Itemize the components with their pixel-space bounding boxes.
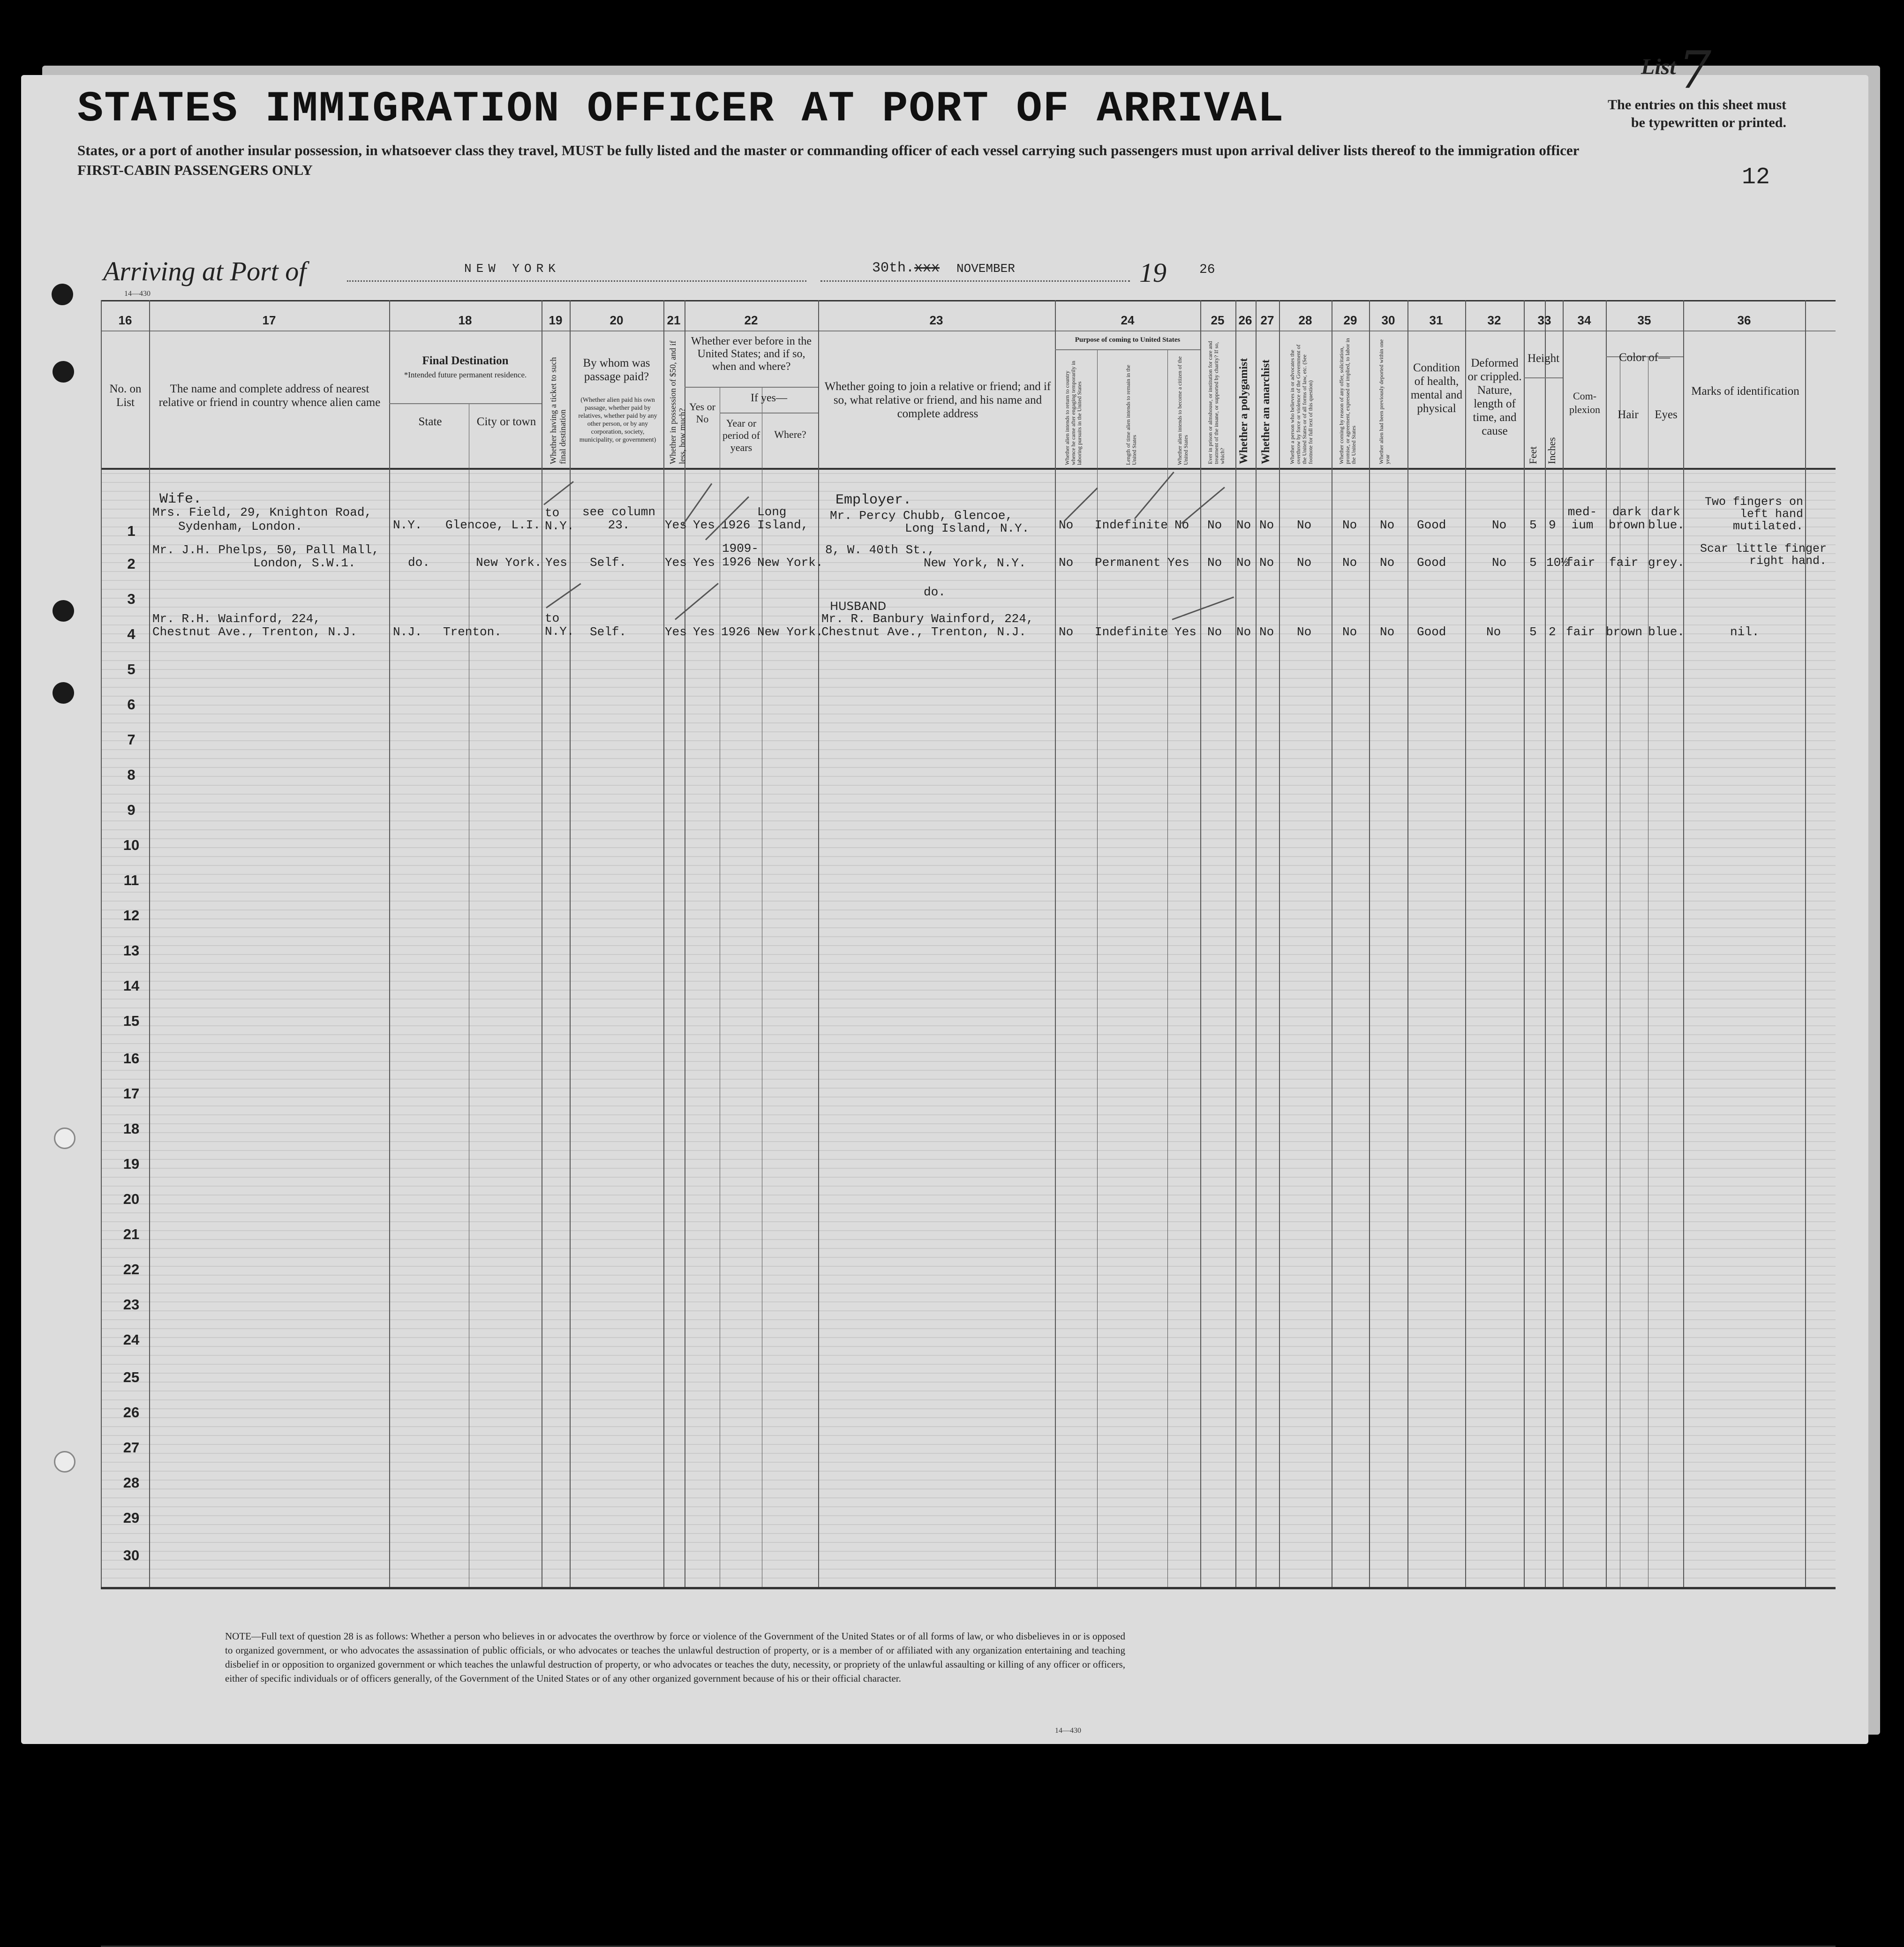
length-of-stay-value: Indefinite xyxy=(1095,518,1168,532)
prison-value: No xyxy=(1207,518,1222,532)
list-label: List xyxy=(1641,54,1676,79)
col-rule xyxy=(1545,300,1546,1587)
passage-paid-value: Self. xyxy=(590,625,627,639)
row-number: 15 xyxy=(123,1013,140,1029)
footer-form-code: 14—430 xyxy=(1055,1727,1081,1735)
fifty-dollars-value: Yes xyxy=(665,518,687,532)
ever-before-value: Yes xyxy=(693,518,715,532)
citizen-value: Yes xyxy=(1174,625,1197,639)
row-number: 6 xyxy=(127,696,135,713)
sub-rule xyxy=(1524,377,1563,378)
header-overthrow: Whether a person who believes in or advocates the overthrow by force or violence of the Government of the United States or of all forms of law, etc. (See footnote for full text of this question) xyxy=(1289,344,1314,464)
header-complexion: Com- plexion xyxy=(1569,390,1600,415)
column-number-21: 21 xyxy=(667,313,681,327)
column-number-16: 16 xyxy=(118,313,132,327)
arrival-port: NEW YORK xyxy=(464,262,560,276)
ever-before-value: Yes xyxy=(693,625,715,639)
destination-state: do. xyxy=(408,556,430,570)
return-intent-value: No xyxy=(1059,518,1074,532)
row-number: 23 xyxy=(123,1296,140,1313)
year-suffix: 26 xyxy=(1199,263,1215,277)
row-number: 20 xyxy=(123,1191,140,1207)
header-hair: Hair xyxy=(1618,408,1639,421)
col-rule xyxy=(389,300,390,1587)
inches-value: 2 xyxy=(1549,625,1556,639)
where-value: New York. xyxy=(757,625,823,639)
year-value: 1909- 1926 xyxy=(722,541,759,569)
col-rule xyxy=(1369,300,1370,1587)
relative-address-line-1: Mr. R.H. Wainford, 224, xyxy=(152,612,321,626)
row-number: 5 xyxy=(127,661,135,677)
deformed-value: No xyxy=(1492,556,1507,570)
col-rule xyxy=(1524,300,1525,1587)
header-if-yes: If yes— xyxy=(751,392,787,404)
header-height: Height xyxy=(1527,352,1560,365)
header-ticket: Whether having a ticket to such final destination xyxy=(549,357,567,464)
health-value: Good xyxy=(1417,625,1446,639)
header-prison: Ever in prison or almshouse, or institution for care and treatment of the insane, or supported by charity? If so, which? xyxy=(1207,341,1226,464)
col-rule xyxy=(1606,300,1607,1587)
citizen-value: No xyxy=(1174,518,1189,532)
marks-value: nil. xyxy=(1730,625,1760,639)
header-purpose: Purpose of coming to United States xyxy=(1075,336,1181,344)
overthrow-value: No xyxy=(1297,518,1312,532)
deported-value: No xyxy=(1380,625,1395,639)
column-number-32: 32 xyxy=(1487,313,1501,327)
complexion-value: fair xyxy=(1566,556,1595,570)
destination-city: Trenton. xyxy=(443,625,502,639)
fifty-dollars-value: Yes xyxy=(665,556,687,570)
header-polygamist: Whether a polygamist xyxy=(1238,358,1250,464)
col-rule xyxy=(1465,300,1466,1587)
column-number-17: 17 xyxy=(262,313,276,327)
arrival-month: NOVEMBER xyxy=(956,262,1015,276)
header-state: State xyxy=(418,415,442,428)
header-length-of-stay: Length of time alien intends to remain in the United States xyxy=(1125,365,1137,465)
row-number: 4 xyxy=(127,626,135,642)
header-where: Where? xyxy=(774,428,806,440)
polygamist-value: No xyxy=(1236,518,1251,532)
eyes-value: grey. xyxy=(1648,556,1685,570)
header-citizen-intent: Whether alien intends to become a citizen of the United States xyxy=(1176,356,1189,465)
header-fifty-dollars: Whether in possession of $50, and if less, how much? xyxy=(668,340,687,464)
column-number-30: 30 xyxy=(1381,313,1395,327)
passage-paid-value: Self. xyxy=(590,556,627,570)
column-number-31: 31 xyxy=(1429,313,1443,327)
header-return-intent: Whether alien intends to return to country whence he came after engaging temporarily in laboring pursuits in the United States xyxy=(1064,361,1083,465)
hair-value: dark brown xyxy=(1608,505,1645,532)
complexion-value: med- ium xyxy=(1567,505,1597,532)
header-eyes: Eyes xyxy=(1655,408,1678,421)
header-anarchist: Whether an anarchist xyxy=(1260,359,1272,464)
row-number: 13 xyxy=(123,942,140,959)
deformed-value: No xyxy=(1486,625,1501,639)
col-rule xyxy=(101,300,102,1587)
year-value: 1926 xyxy=(721,625,751,639)
feet-value: 5 xyxy=(1529,556,1537,570)
footnote: NOTE—Full text of question 28 is as follows: Whether a person who believes in or advocates the overthrow by force or violence of the Government of the United States or of all forms of law, or who disbelieves in or is opposed to organized government, or who advocates the assassination of public officials, or who advocates or teaches the unlawful destruction of property, or is a member of or affiliated with any organization entertaining and teaching disbelief in or opposition to organized government or which teaches the unlawful destruction of property, or who advocates or teaches the duty, necessity, or propriety of the unlawful assaulting or killing of any officer or officers, either of specific individuals or of officers generally, of the Government of the United States or of any other organized government because of his or their official character. xyxy=(225,1631,1125,1684)
row-number: 17 xyxy=(123,1085,140,1102)
feet-value: 5 xyxy=(1529,625,1537,639)
join-handwritten-note: HUSBAND xyxy=(830,600,887,613)
eyes-value: dark blue. xyxy=(1648,505,1685,532)
relative-address-line-2: Sydenham, London. xyxy=(178,519,303,534)
header-year: Year or period of years xyxy=(722,417,760,453)
header-final-destination: Final Destination xyxy=(422,354,509,367)
col-rule xyxy=(1055,300,1056,1587)
ticket-value: to N.Y. xyxy=(545,506,574,533)
notice-line-2: be typewritten or printed. xyxy=(1631,115,1786,130)
row-number: 30 xyxy=(123,1547,140,1564)
row-number: 16 xyxy=(123,1050,140,1067)
column-number-35: 35 xyxy=(1637,313,1651,327)
year-prefix: 19 xyxy=(1139,257,1166,288)
row-number: 10 xyxy=(123,837,140,853)
header-color-of: Color of— xyxy=(1618,351,1671,364)
return-intent-value: No xyxy=(1059,556,1074,570)
header-health: Condition of health, mental and physical xyxy=(1410,361,1463,415)
join-line-1: do. xyxy=(924,585,946,599)
contract-value: No xyxy=(1342,556,1357,570)
form-code: 14—430 xyxy=(124,290,151,298)
deported-value: No xyxy=(1380,556,1395,570)
feet-value: 5 xyxy=(1529,518,1537,532)
column-number-20: 20 xyxy=(610,313,624,327)
fifty-dollars-value: Yes xyxy=(665,625,687,639)
column-number-22: 22 xyxy=(744,313,758,327)
destination-state: N.Y. xyxy=(393,518,422,532)
length-of-stay-value: Permanent xyxy=(1095,556,1161,570)
row-number: 3 xyxy=(127,591,135,607)
arrival-day-value: 30th. xyxy=(872,260,915,276)
header-city-or-town: City or town xyxy=(476,415,536,428)
ticket-value: to N.Y. xyxy=(545,611,574,639)
header-final-destination-note: *Intended future permanent residence. xyxy=(404,370,527,379)
header-ever-before: Whether ever before in the United States; and if so, when and where? xyxy=(691,335,812,373)
deported-value: No xyxy=(1380,518,1395,532)
relationship-note: Wife. xyxy=(159,491,202,507)
polygamist-value: No xyxy=(1236,625,1251,639)
col-rule xyxy=(1235,300,1236,1587)
hair-value: brown xyxy=(1606,625,1643,639)
destination-state: N.J. xyxy=(393,625,422,639)
column-number-25: 25 xyxy=(1211,313,1225,327)
join-line-3: Long Island, N.Y. xyxy=(905,521,1030,535)
header-feet: Feet xyxy=(1527,446,1539,464)
row-number: 11 xyxy=(123,872,139,888)
where-value: Long Island, xyxy=(757,505,809,532)
instruction-line-1: States, or a port of another insular possession, in whatsoever class they travel, MUST be fully listed and the master or commanding officer of each vessel carrying such passengers must upon arrival deliver lists thereof to the immigration officer xyxy=(77,142,1580,158)
relative-address-line-2: London, S.W.1. xyxy=(253,556,356,570)
contract-value: No xyxy=(1342,518,1357,532)
length-of-stay-value: Indefinite xyxy=(1095,625,1168,639)
join-line-1: Mr. R. Banbury Wainford, 224, xyxy=(821,612,1034,626)
contract-value: No xyxy=(1342,625,1357,639)
header-join-relative: Whether going to join a relative or friend; and if so, what relative or friend, and his name and complete address xyxy=(824,380,1051,420)
join-line-2: Chestnut Ave., Trenton, N.J. xyxy=(821,625,1026,639)
prison-value: No xyxy=(1207,556,1222,570)
row-number: 29 xyxy=(123,1510,140,1526)
overthrow-value: No xyxy=(1297,556,1312,570)
col-rule xyxy=(1256,300,1257,1587)
join-line-2: Mr. Percy Chubb, Glencoe, xyxy=(830,509,1013,523)
notice-line-1: The entries on this sheet must xyxy=(1608,97,1786,113)
column-number-24: 24 xyxy=(1121,313,1135,327)
instruction-line-2: FIRST-CABIN PASSENGERS ONLY xyxy=(77,162,313,178)
col-rule xyxy=(1200,300,1201,1587)
marks-value: Two fingers on left hand mutilated. xyxy=(1704,495,1803,533)
eyes-value: blue. xyxy=(1648,625,1685,639)
health-value: Good xyxy=(1417,556,1446,570)
return-intent-value: No xyxy=(1059,625,1074,639)
header-yes-or-no: Yes or No xyxy=(689,401,715,425)
anarchist-value: No xyxy=(1259,518,1274,532)
col-rule xyxy=(570,300,571,1587)
arriving-label: Arriving at Port of xyxy=(103,256,307,286)
header-deformed: Deformed or crippled. Nature, length of time, and cause xyxy=(1468,357,1522,437)
column-number-36: 36 xyxy=(1737,313,1751,327)
row-number: 18 xyxy=(123,1120,140,1137)
row-number: 24 xyxy=(123,1331,140,1348)
passage-paid-value: see column 23. xyxy=(582,505,656,532)
column-number-33: 33 xyxy=(1537,313,1551,327)
struck-text: xxx xyxy=(914,260,940,276)
column-number-18: 18 xyxy=(458,313,472,327)
header-no-on-list: No. on List xyxy=(109,383,142,409)
row-number: 28 xyxy=(123,1474,140,1491)
list-number: 7 xyxy=(1678,40,1711,100)
col-rule xyxy=(663,300,664,1587)
destination-city: Glencoe, L.I. xyxy=(445,518,541,532)
sub-rule xyxy=(389,403,542,404)
sheet-number: 12 xyxy=(1742,164,1770,191)
row-number: 2 xyxy=(127,556,135,572)
row-number: 21 xyxy=(123,1226,140,1242)
column-number-19: 19 xyxy=(549,313,563,327)
complexion-value: fair xyxy=(1566,625,1595,639)
row-number: 22 xyxy=(123,1261,140,1278)
destination-city: New York. xyxy=(476,556,542,570)
relative-address-line-2: Chestnut Ave., Trenton, N.J. xyxy=(152,625,357,639)
col-rule xyxy=(1279,300,1280,1587)
prison-value: No xyxy=(1207,625,1222,639)
join-line-1: Employer. xyxy=(835,492,912,508)
column-number-23: 23 xyxy=(929,313,943,327)
header-deported: Whether alien had been previously deported within one year xyxy=(1378,339,1391,464)
row-number: 9 xyxy=(127,802,135,818)
where-value: New York. xyxy=(757,556,823,570)
hair-value: fair xyxy=(1609,556,1639,570)
row-number: 12 xyxy=(123,907,140,924)
header-passage-paid: By whom was passage paid? xyxy=(583,357,650,383)
col-rule xyxy=(1097,349,1098,1587)
ever-before-value: Yes xyxy=(693,556,715,570)
row-number: 27 xyxy=(123,1439,140,1456)
column-number-28: 28 xyxy=(1298,313,1312,327)
col-rule xyxy=(818,300,819,1587)
column-number-34: 34 xyxy=(1577,313,1591,327)
header-contract-labor: Whether coming by reason of any offer, solicitation, promise, or agreement, expressed or implied, to labor in the United States xyxy=(1338,338,1357,464)
row-number: 19 xyxy=(123,1156,140,1172)
anarchist-value: No xyxy=(1259,556,1274,570)
sub-rule xyxy=(685,387,818,388)
col-rule xyxy=(1683,300,1684,1587)
column-number-29: 29 xyxy=(1343,313,1357,327)
overthrow-value: No xyxy=(1297,625,1312,639)
citizen-value: Yes xyxy=(1167,556,1189,570)
header-passage-paid-note: (Whether alien paid his own passage, whether paid by relatives, whether paid by any other person, or by any corporation, society, municipality, or government) xyxy=(578,397,657,444)
polygamist-value: No xyxy=(1236,556,1251,570)
row-number: 14 xyxy=(123,977,140,994)
sub-rule xyxy=(1055,349,1200,350)
header-marks: Marks of identification xyxy=(1691,385,1799,398)
deformed-value: No xyxy=(1492,518,1507,532)
year-value: 1926 xyxy=(721,518,751,532)
column-number-26: 26 xyxy=(1238,313,1252,327)
join-line-1: 8, W. 40th St., xyxy=(825,543,935,557)
ticket-value: Yes xyxy=(545,556,567,570)
inches-value: 10½ xyxy=(1546,556,1568,570)
row-number: 25 xyxy=(123,1369,140,1385)
col-rule xyxy=(1167,349,1168,1587)
join-line-2: New York, N.Y. xyxy=(924,556,1026,570)
row-number: 8 xyxy=(127,767,135,783)
page-title: STATES IMMIGRATION OFFICER AT PORT OF ARRIVAL xyxy=(77,84,1285,134)
relative-address-line-1: Mrs. Field, 29, Knighton Road, xyxy=(152,505,372,519)
anarchist-value: No xyxy=(1259,625,1274,639)
health-value: Good xyxy=(1417,518,1446,532)
header-nearest-relative: The name and complete address of nearest relative or friend in country whence alien came xyxy=(158,383,381,409)
header-inches: Inches xyxy=(1546,437,1558,464)
relative-address-line-1: Mr. J.H. Phelps, 50, Pall Mall, xyxy=(152,543,379,557)
row-number: 1 xyxy=(127,523,135,539)
col-rule xyxy=(1805,300,1806,1587)
col-rule xyxy=(1563,300,1564,1587)
row-number: 7 xyxy=(127,731,135,748)
column-number-27: 27 xyxy=(1260,313,1274,327)
col-rule xyxy=(1407,300,1408,1587)
row-number: 26 xyxy=(123,1404,140,1421)
marks-value: Scar little finger right hand. xyxy=(1700,542,1827,568)
inches-value: 9 xyxy=(1549,518,1556,532)
